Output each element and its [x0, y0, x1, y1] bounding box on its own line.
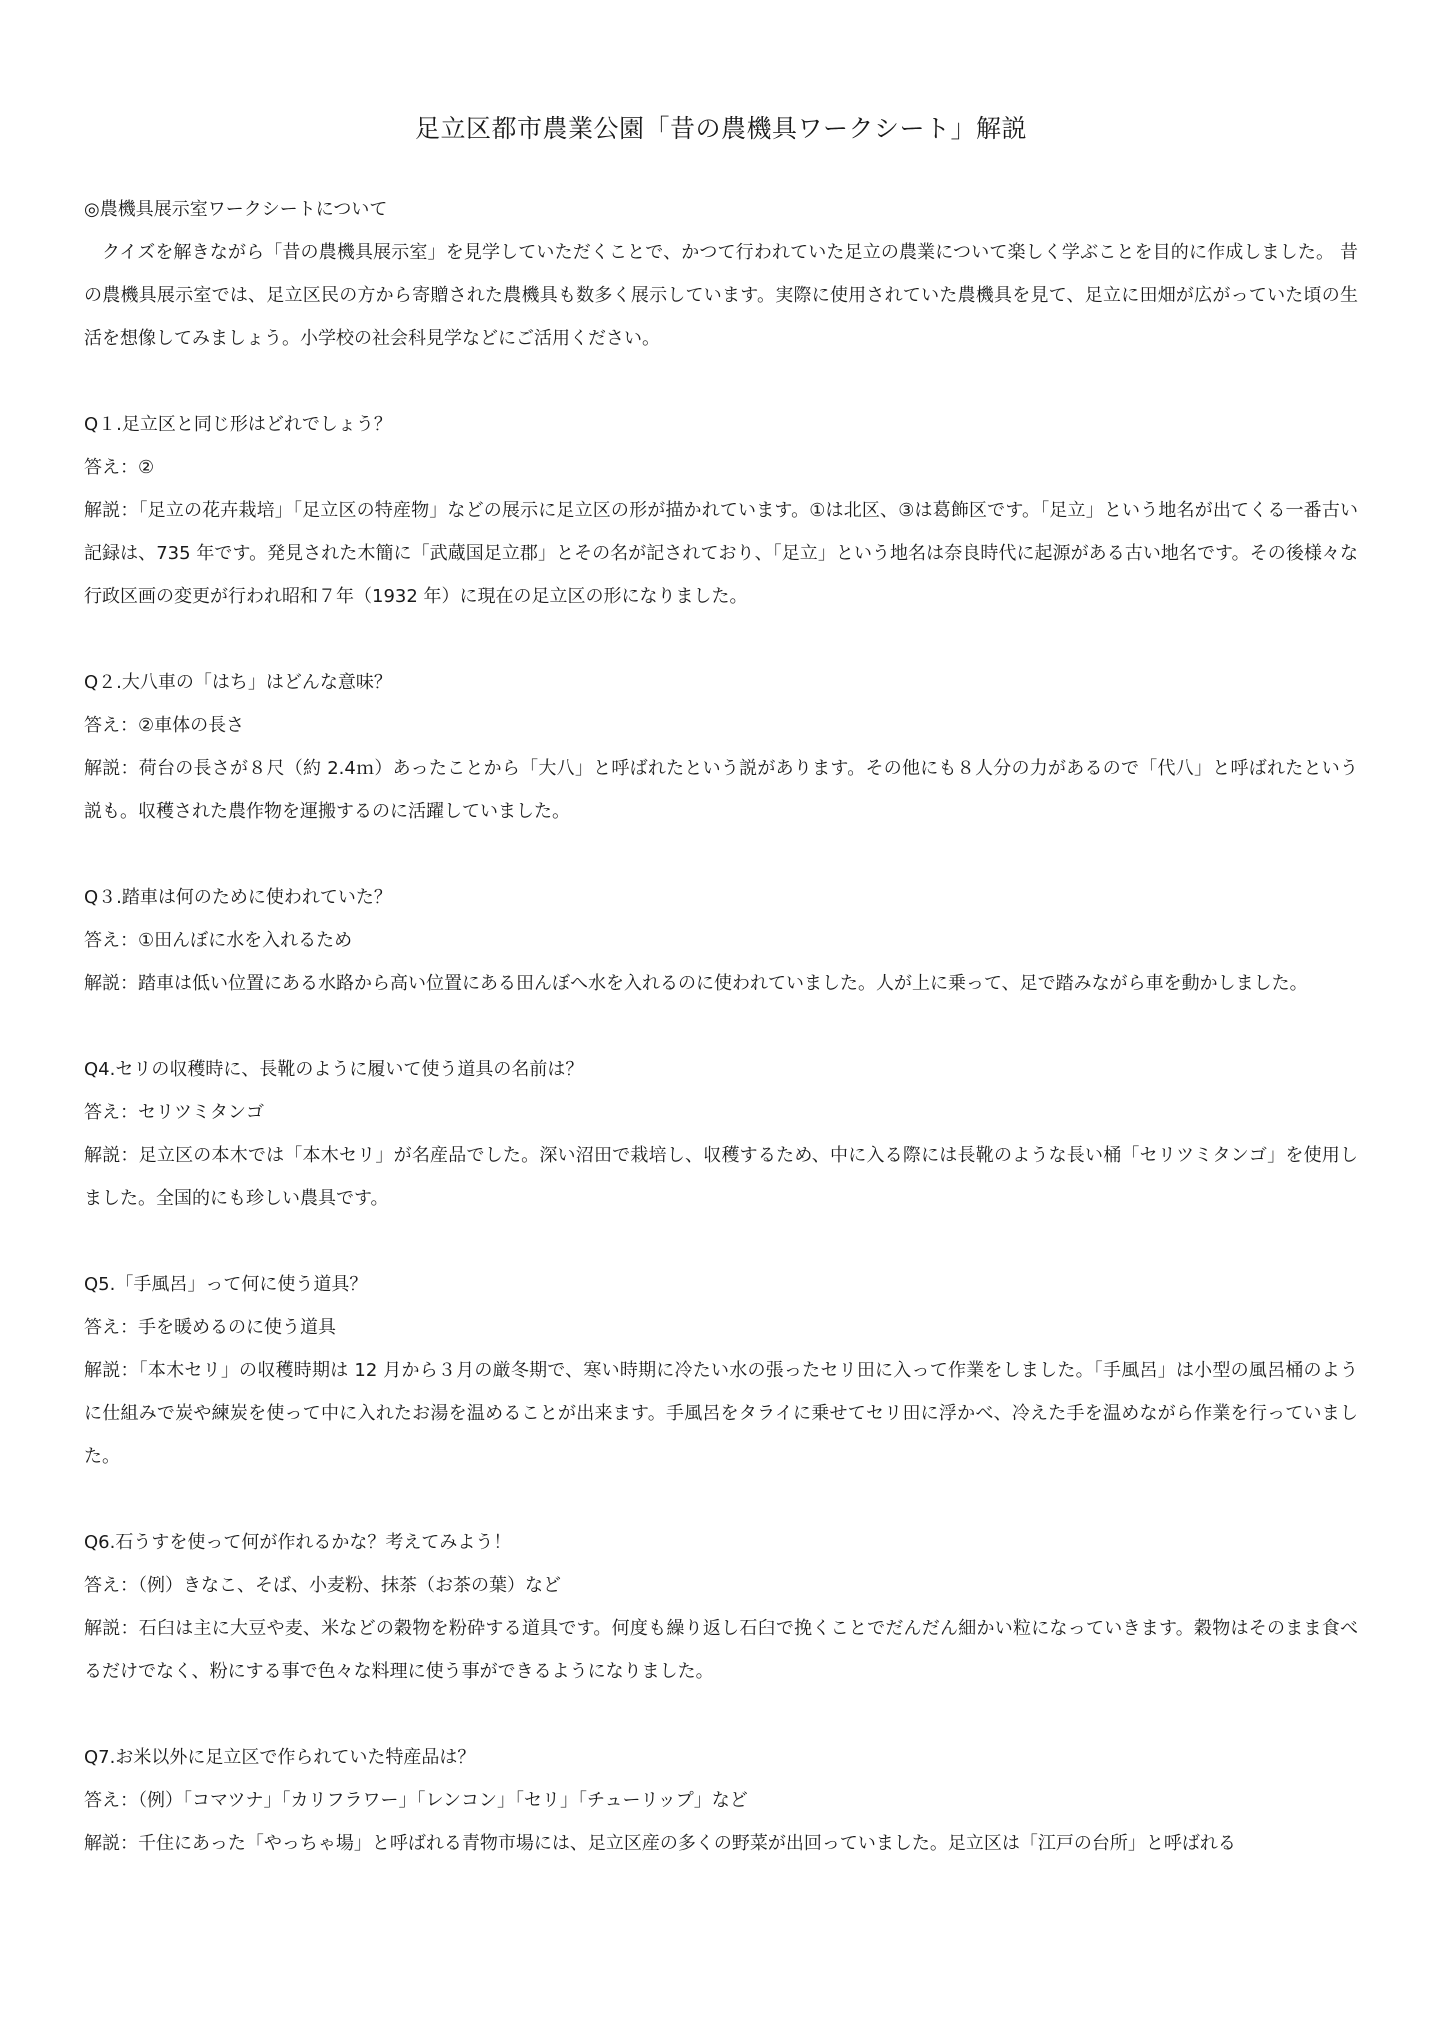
- question-text: Q7.お米以外に足立区で作られていた特産品は？: [84, 1747, 476, 1768]
- page-title: 足立区都市農業公園「昔の農機具ワークシート」解説: [414, 114, 1027, 143]
- explanation-text: 解説：荷台の長さが８尺（約 2.4ｍ）あったことから「大八」と呼ばれたという説があります。その他にも８人分の力があるので「代八」と呼ばれたという説も。収穫された農作物を運搬するのに活躍していました。: [84, 758, 1358, 822]
- explanation-text: 解説：石臼は主に大豆や麦、米などの穀物を粉砕する道具です。何度も繰り返し石臼で挽くことでだんだん細かい粒になっていきます。穀物はそのまま食べるだけでなく、粉にする事で色々な料理に使う事ができるようになりました。: [84, 1618, 1358, 1682]
- question-text: Q２.大八車の「はち」はどんな意味？: [84, 672, 392, 693]
- qa-item-6: [84, 1521, 1358, 1693]
- answer-text: 答え：②車体の長さ: [84, 715, 245, 736]
- question-text: Q5.「手風呂」って何に使う道具？: [84, 1274, 368, 1295]
- question-text: Q6.石うすを使って何が作れるかな？考えてみよう！: [84, 1532, 512, 1553]
- question-text: Q３.踏車は何のために使われていた？: [84, 887, 392, 908]
- answer-text: 答え：②: [84, 457, 155, 478]
- qa-item-2: [84, 661, 1358, 833]
- question-text: Q１.足立区と同じ形はどれでしょう？: [84, 414, 392, 435]
- answer-text: 答え：①田んぼに水を入れるため: [84, 930, 353, 951]
- explanation-text: 解説：足立区の本木では「本木セリ」が名産品でした。深い沼田で栽培し、収穫するため、中に入る際には長靴のような長い桶「セリツミタンゴ」を使用しました。全国的にも珍しい農具です。: [84, 1145, 1358, 1209]
- qa-item-3: [84, 876, 1358, 1005]
- explanation-text: 解説：「本木セリ」の収穫時期は 12 月から３月の厳冬期で、寒い時期に冷たい水の張ったセリ田に入って作業をしました。「手風呂」は小型の風呂桶のように仕組みで炭や練炭を使って中に入れたお湯を温めることが出来ます。手風呂をタライに乗せてセリ田に浮かべ、冷えた手を温めながら作業を行っていました。: [84, 1360, 1358, 1467]
- qa-item-1: [84, 403, 1358, 618]
- answer-text: 答え：手を暖めるのに使う道具: [84, 1317, 336, 1338]
- intro-heading: ◎農機具展示室ワークシートについて: [84, 199, 388, 220]
- intro-body: クイズを解きながら「昔の農機具展示室」を見学していただくことで、かつて行われていた足立の農業について楽しく学ぶことを目的に作成しました。 昔の農機具展示室では、足立区民の方から寄贈された農機具も数多く展示しています。実際に使用されていた農機具を見て、足立に田畑が広がっていた頃の生活を想像してみましょう。小学校の社会科見学などにご活用ください。: [84, 242, 1358, 349]
- question-text: Q4.セリの収穫時に、長靴のように履いて使う道具の名前は？: [84, 1059, 584, 1080]
- explanation-text: 解説：千住にあった「やっちゃ場」と呼ばれる青物市場には、足立区産の多くの野菜が出回っていました。足立区は「江戸の台所」と呼ばれる: [84, 1833, 1236, 1854]
- qa-item-4: [84, 1048, 1358, 1220]
- answer-text: 答え：セリツミタンゴ: [84, 1102, 264, 1123]
- answer-text: 答え：（例）きなこ、そば、小麦粉、抹茶（お茶の葉）など: [84, 1575, 561, 1596]
- explanation-text: 解説：踏車は低い位置にある水路から高い位置にある田んぼへ水を入れるのに使われていました。人が上に乗って、足で踏みながら車を動かしました。: [84, 973, 1308, 994]
- answer-text: 答え：（例）「コマツナ」「カリフラワー」「レンコン」「セリ」「チューリップ」など: [84, 1790, 748, 1811]
- explanation-text: 解説：「足立の花卉栽培」「足立区の特産物」などの展示に足立区の形が描かれています。①は北区、③は葛飾区です。「足立」という地名が出てくる一番古い記録は、735 年です。発見された木簡に「武蔵国足立郡」とその名が記されており、「足立」という地名は奈良時代に起源がある古い地名です。その後様々な行政区画の変更が行われ昭和７年（1932 年）に現在の足立区の形になりました。: [84, 500, 1358, 607]
- qa-item-5: [84, 1263, 1358, 1478]
- qa-item-7: [84, 1736, 1358, 1865]
- intro-section: [84, 188, 1358, 360]
